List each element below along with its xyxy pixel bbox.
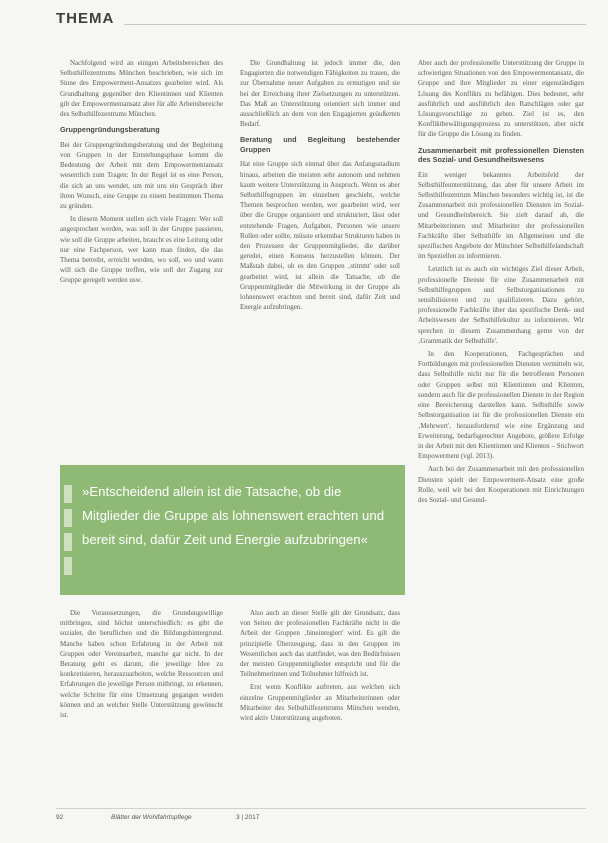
- col1-intro: Nachfolgend wird an einigen Arbeitsbereichen des Selbsthilfezentrums München beschrieben, wie sich im Sinne des Empowerment-Ansatzes gearbeitet wird. Als Grundhaltung gegenüber den Klientinnen und Klienten gilt der Empowermentansatz aber für alle Arbeitsbereiche des Selbsthilfezentrums München.: [60, 59, 223, 119]
- col1-heading: Gruppengründungsberatung: [60, 125, 160, 135]
- column-3: [418, 58, 584, 508]
- col2b-paragraph: Also auch an dieser Stelle gilt der Grundsatz, dass von Seiten der professionellen Fachkräfte nicht in die Arbeit der Gruppen ‚hineinregiert' wird. Es gilt die prinzipielle Überzeugung, dass in den Gruppen im Wesentlichen auch das stattfindet, was den Bedürfnissen der meisten Gruppenmitglieder entspricht und für die Teilnehmerinnen und Teilnehmer hilfreich ist.: [240, 609, 400, 679]
- col2-intro: Die Grundhaltung ist jedoch immer die, den Engagierten die notwendigen Fähigkeiten zu trauen, die zur Übernahme neuer Aufgaben zu ermutigen und sie bei der Erreichung ihrer Zielsetzungen zu unterstützen. Das Maß an Unterstützung orientiert sich immer und ausschließlich an dem von den Engagierten geäußerten Bedarf.: [240, 59, 400, 129]
- journal-name: Blätter der Wohlfahrtspflege: [111, 814, 192, 821]
- issue-number: 3 | 2017: [236, 814, 260, 821]
- col1-paragraph: In diesem Moment stellen sich viele Fragen: Wer soll angesprochen werden, was soll in der Gruppe passieren, wie soll die Gruppe arbeiten, braucht es eine Leitung oder nur eine Fachperson, wer kann man finden, die das Thema betreibt, erreicht werden, wo soll, wo und wann will sich die Gruppe treffen, wie soll der Zugang zur Gruppe geregelt werden usw.: [60, 215, 223, 285]
- col3-paragraph: Ein weniger bekanntes Arbeitsfeld der Selbsthilfeunterstützung, das aber für unsere Arbeit im Selbsthilfezentrum München besonders wichtig ist, ist die Zusammenarbeit mit professionellen Diensten im Sozial- und Gesundheitsbereich. Sie zielt darauf ab, die Mitarbeiterinnen und Mitarbeiter der professionellen Fachkräfte über Selbsthilfe im Allgemeinen und die spezifischen Angebote der Münchner Selbsthilfelandschaft im Speziellen zu informieren.: [418, 170, 584, 261]
- column-1-bottom: [60, 608, 223, 723]
- col1-paragraph: Bei der Gruppengründungsberatung und der Begleitung von Gruppen in der Entstehungsphase kommt die Bedeutung der Arbeit mit dem Empowermentansatz wesentlich zum Tragen: In der Regel ist es eine Person, die sich an uns wendet, um mit uns ein Gespräch über ihren Wunsch, eine Gruppe zu einem bestimmten Thema zu gründen.: [60, 140, 223, 210]
- page-footer: [56, 812, 586, 826]
- quote-bar: [64, 509, 72, 527]
- col3-paragraph: In den Kooperationen, Fachgesprächen und Fortbildungen mit professionellen Diensten vermitteln wir, dass Selbsthilfe nicht nur für die betroffenen Personen oder Gruppen selbst mit Klientinnen und Klienten, sondern auch für die professionellen Dienste in der Region eine Bereicherung darstellen kann. Selbsthilfe sowie Selbstorganisation ist für die professionellen Dienste ein ‚Mehrwert', herausfordernd wie eine Ergänzung und Erweiterung, bedarfsgerechter Angebote, größere Erfolge in der Arbeit mit den Klientinnen und Klienten – Stichwort Empowerment (vgl. 2013).: [418, 350, 584, 461]
- section-title: THEMA: [56, 10, 115, 27]
- quote-bar: [64, 485, 72, 503]
- pull-quote-text: »Entscheidend allein ist die Tatsache, ob die Mitglieder die Gruppe als lohnenswert erachten und bereit sind, dafür Zeit und Energie aufzubringen«: [82, 484, 385, 547]
- col3-intro: Aber auch der professionelle Unterstützung der Gruppe in schwierigen Situationen von den Empowermentansatz, die Gruppe und ihre Mitglieder zu einer eigenständigen Lösung des Konflikts zu befähigen. Dies bedeutet, sehr ausführlich und ausführlich den Ratschlägen oder gar Lösungsvorschläge zu geben. Ziel ist es, den Konfliktbewältigungsprozess zu unterstützen, aber nicht für die Gruppe die Lösung zu finden.: [418, 59, 584, 139]
- col3-heading: Zusammenarbeit mit professionellen Diensten des Sozial- und Gesundheitswesens: [418, 145, 584, 165]
- footer-rule: [56, 808, 586, 809]
- page-header: [56, 10, 586, 34]
- pull-quote-box: [60, 465, 405, 595]
- column-2-bottom: [240, 608, 400, 726]
- col2b-paragraph: Erst wenn Konflikte auftreten, aus welchen sich einzelne Gruppenmitglieder an Mitarbeiterinnen oder Mitarbeiter des Selbsthilfezentrums München wenden, wird aktiv Unterstützung angeboten.: [240, 683, 400, 723]
- col2-heading: Beratung und Begleitung bestehender Gruppen: [240, 135, 400, 154]
- quote-bar: [64, 557, 72, 575]
- column-1-top: [60, 58, 223, 289]
- header-rule: [124, 24, 586, 25]
- col3-paragraph: Letztlich ist es auch ein wichtiges Ziel dieser Arbeit, professionelle Dienste für eine Zusammenarbeit mit Selbsthilfegruppen und Selbstorganisationen zu sensibilisieren und zu qualifizieren. Dazu gehört, professionelle Fachkräfte über das spezifische Denk- und Arbeitswesen der Selbsthilfekultur zu informieren. Wir sprechen in diesem Zusammenhang gerne von der ‚Grammatik der Selbsthilfe'.: [418, 265, 584, 345]
- column-2-top: [240, 58, 400, 315]
- page-number: 92: [56, 814, 64, 821]
- col2-paragraph: Hat eine Gruppe sich einmal über das Anfangsstadium hinaus, arbeiten die meisten sehr autonom und nehmen kaum weitere Unterstützung in Anspruch. Wenn es aber Selbsthilfegruppen im einzelnen geschieht, welche Themen besprochen werden, wer gearbeitet wird, wer über die Gruppe organisiert und strukturiert, lässt oder entstehende Fragen, Aufgaben, Personen wie unsere Rollen oder sollte, müsste erkennbar Strukturen haben in den Prozessen der Gruppenmitglieder, die darüber geredet, einen Konsens herzustellen können. Der Maßstab dabei, ob es den Gruppen ‚stimmt' oder soll gearbeitet wird, ist allein die Tatsache, ob die Gruppenmitglieder die Mitwirkung in der Gruppe als lohnenswert erachten und bereit sind, dafür Zeit und Energie aufzubringen.: [240, 160, 400, 312]
- col3-paragraph: Auch bei der Zusammenarbeit mit den professionellen Diensten spielt der Empowerment-Ansatz eine große Rolle, weil wir bei den Kooperationen mit Einrichtungen des Sozial- und Gesund-: [418, 465, 584, 504]
- col1b-paragraph: Die Voraussetzungen, die Grundungswillige mitbringen, sind höchst unterschiedlich: es gibt die sozialer, die beruflichen und die Bildungshintergrund. Manche haben schon Erfahrung in der Arbeit mit Gruppen oder Vereinsarbeit, manche gar nicht. In der Beratung geht es darum, die jeweilige Idee zu konkretisieren, herauszuarbeiten, welche Ressourcen und Erfahrungen die jeweilige Person mitbringt, zu erkennen, welche Schritte für eine Umsetzung gegangen werden können und an welcher Stelle Unterstützung gewünscht ist.: [60, 609, 223, 720]
- quote-bar: [64, 533, 72, 551]
